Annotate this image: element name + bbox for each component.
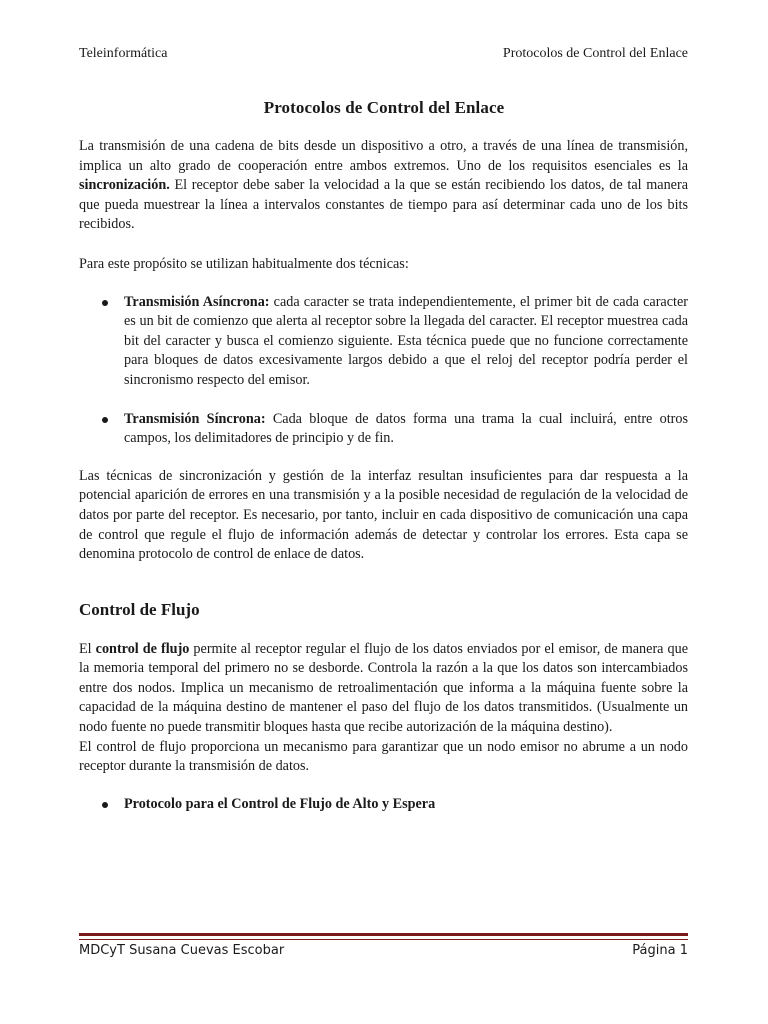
document-body	[79, 137, 688, 814]
bullet-icon	[102, 300, 108, 306]
document-title: Protocolos de Control del Enlace	[263, 98, 505, 117]
header-course: Teleinformática	[79, 46, 168, 61]
technique-text: cada caracter se trata independientemente, el primer bit de cada caracter es un bit de comienzo que alerta al receptor sobre la llegada del caracter. El receptor muestrea cada bit del caracter y busca el comienzo siguiente. Esta técnica puede que no funcione correctamente para bloques de datos excesivamente largos debido a que el reloj del receptor podría perder el sincronismo respecto del emisor.	[124, 293, 688, 388]
protocol-title: Protocolo para el Control de Flujo de Alto y Espera	[124, 795, 436, 812]
technique-text: Cada bloque de datos forma una trama la cual incluirá, entre otros campos, los delimitadores de principio y de fin.	[124, 410, 688, 447]
flow-text-b: permite al receptor regular el flujo de los datos enviados por el emisor, de manera que la memoria temporal del primero no se desborde. Controla la razón a la que los datos son intercambiados entre dos nodos. Implica un mecanismo de retroalimentación que informa a la máquina fuente sobre la capacidad de la máquina destino de mantener el paso del flujo de los datos transmitidos. (Usualmente un nodo fuente no puede transmitir bloques hasta que recibe autorización de la máquina destino).	[79, 640, 688, 736]
technique-term: Transmisión Síncrona:	[124, 410, 266, 427]
sync-paragraph: Las técnicas de sincronización y gestión de la interfaz resultan insuficientes para dar respuesta a la potencial aparición de errores en una transmisión y a la posible necesidad de regulación de la velocidad de datos por parte del receptor. Es necesario, por tanto, incluir en cada dispositivo de comunicación una capa de control que regule el flujo de información además de detectar y controlar los errores. Esta capa se denomina protocolo de control de enlace de datos.	[79, 467, 688, 563]
technique-term: Transmisión Asíncrona:	[124, 293, 270, 310]
flow-control-paragraph-2: El control de flujo proporciona un mecanismo para garantizar que un nodo emisor no abrume a un nodo receptor durante la transmisión de datos.	[79, 738, 688, 775]
bullet-icon	[102, 802, 108, 808]
bullet-icon	[102, 417, 108, 423]
intro-text-b: El receptor debe saber la velocidad a la que se están recibiendo los datos, de tal manera que pueda muestrear la línea a intervalos constantes de tiempo para así determinar cada uno de los bits recibidos.	[79, 177, 688, 233]
intro-text-a: La transmisión de una cadena de bits desde un dispositivo a otro, a través de una línea de transmisión, implica un alto grado de cooperación entre ambos extremos. Uno de los requisitos esenciales es la	[79, 138, 688, 174]
list-item	[79, 293, 688, 391]
protocol-list	[79, 795, 688, 815]
techniques-intro: Para este propósito se utilizan habitualmente dos técnicas:	[79, 255, 409, 272]
intro-bold-term: sincronización.	[79, 177, 170, 194]
section-heading: Control de Flujo	[79, 599, 200, 619]
footer-divider	[79, 933, 688, 940]
header-topic: Protocolos de Control del Enlace	[502, 46, 688, 61]
footer-page-number: Página 1	[632, 943, 688, 958]
flow-bold-term: control de flujo	[95, 640, 190, 657]
footer-author: MDCyT Susana Cuevas Escobar	[79, 943, 285, 958]
flow-text-a: El	[79, 640, 96, 657]
list-item	[79, 410, 688, 449]
page-footer	[79, 943, 688, 963]
page-header	[79, 46, 688, 66]
intro-paragraph	[79, 137, 688, 235]
list-item	[79, 795, 688, 815]
techniques-list	[79, 293, 688, 449]
flow-control-paragraph	[79, 640, 688, 738]
